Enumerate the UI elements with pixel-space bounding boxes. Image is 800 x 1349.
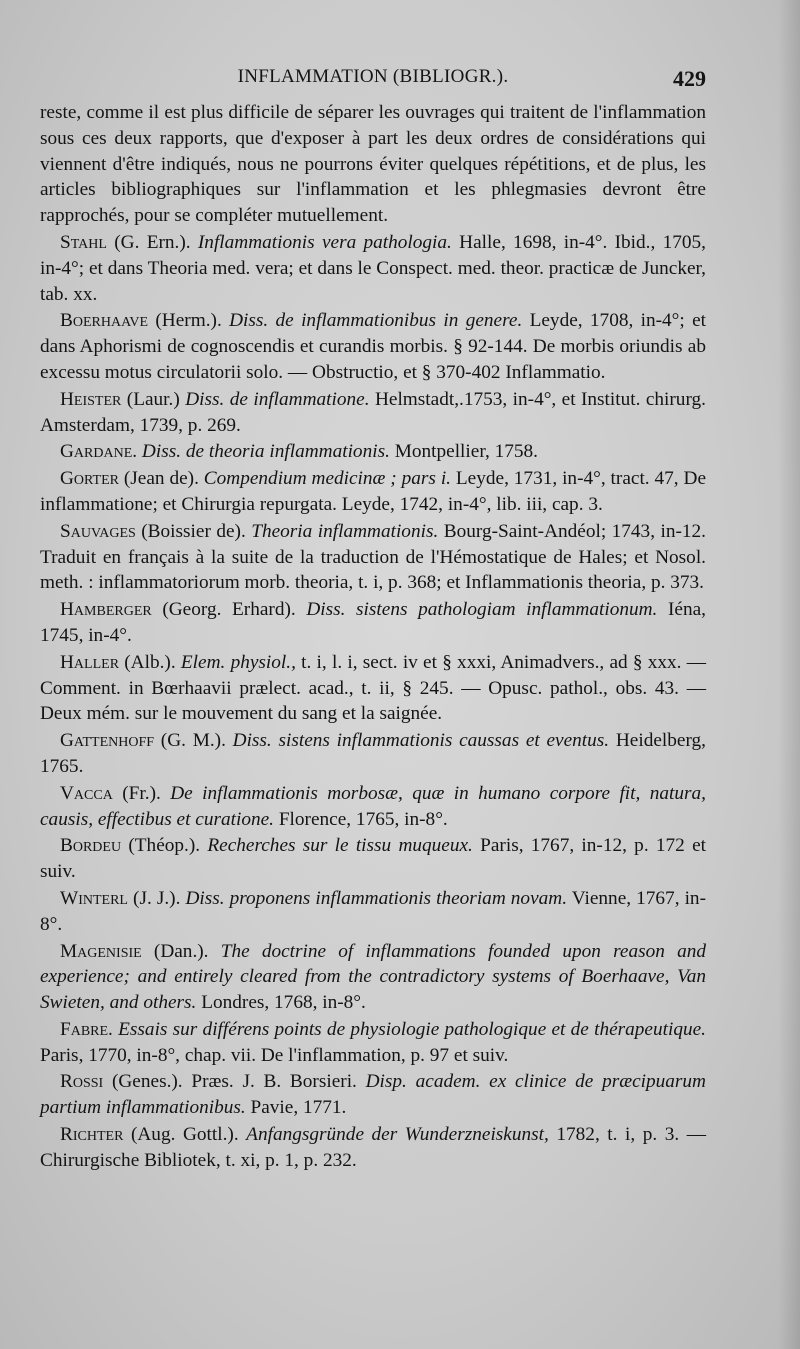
entry-details: Montpellier, 1758. xyxy=(389,441,538,463)
bibliography-entry xyxy=(40,728,706,780)
entry-author-detail: (Georg. Erhard). xyxy=(151,599,307,621)
entry-author-detail: (Alb.). xyxy=(119,651,181,673)
entry-title: Diss. de inflammatione. xyxy=(185,388,370,410)
entry-author-detail: (Théop.). xyxy=(121,835,208,857)
bibliography-entry xyxy=(40,308,706,385)
bibliography-entry xyxy=(40,1069,706,1121)
bibliography-entry xyxy=(40,1017,706,1069)
entry-details: Leyde, 1708, in-4°; et dans Aphorismi de cognoscendis et curandis morbis. § 92-144. De morbis oriundis ab excessu motus circulatorii solo. — Obstructio, et § 370-402 Inflammatio. xyxy=(40,310,706,383)
bibliography-entry xyxy=(40,439,706,465)
entry-details: Bourg-Saint-Andéol; 1743, in-12. Traduit en français à la suite de la traduction de l'Hémostatique de Hales; et Nosol. meth. : inflammatoriorum morb. theoria, t. i, p. 368; et Inflammationis theoria, p. 373. xyxy=(40,520,706,594)
bibliography-entry xyxy=(40,597,706,649)
entry-author: Vacca xyxy=(60,782,113,804)
bibliography-entry xyxy=(40,886,706,938)
entry-details: Helmstadt,.1753, in-4°, et Institut. chirurg. Amsterdam, 1739, p. 269. xyxy=(40,388,706,436)
entry-details: Halle, 1698, in-4°. Ibid., 1705, in-4°; et dans Theoria med. vera; et dans le Conspect. med. theor. practicæ de Juncker, tab. xx. xyxy=(40,231,706,305)
entry-details: t. i, l. i, sect. iv et § xxxi, Animadvers., ad § xxx. — Comment. in Bœrhaavii prælect. acad., t. ii, § 245. — Opusc. pathol., obs. 43. — Deux mém. sur le mouvement du sang et la saignée. xyxy=(40,651,706,725)
entry-author: Winterl xyxy=(60,887,128,909)
entry-title: Essais sur différens points de physiologie pathologique et de thérapeutique. xyxy=(118,1018,706,1040)
entry-title: Disp. academ. ex clinice de præcipuarum partium inflammationibus. xyxy=(40,1071,706,1119)
entry-author: Rossi xyxy=(60,1071,104,1093)
entry-author-detail: (Herm.). xyxy=(148,310,230,332)
entry-author: Richter xyxy=(60,1124,124,1146)
entry-author: Heister xyxy=(60,388,122,410)
bibliography-entry xyxy=(40,230,706,307)
running-title: INFLAMMATION (BIBLIOGR.). xyxy=(237,66,509,87)
bibliography-entry xyxy=(40,833,706,885)
entry-title: De inflammationis morbosæ, quæ in humano corpore fit, natura, causis, effectibus et curatione. xyxy=(40,782,707,830)
entry-author: Stahl xyxy=(60,231,107,253)
bibliography-entry xyxy=(40,519,706,596)
entry-author: Gorter xyxy=(60,468,119,490)
entry-details: Paris, 1767, in-12, p. 172 et suiv. xyxy=(40,835,706,883)
page-header xyxy=(40,62,706,98)
entry-details: Paris, 1770, in-8°, chap. vii. De l'inflammation, p. 97 et suiv. xyxy=(40,1044,509,1066)
book-page xyxy=(40,62,706,1174)
entry-author-detail: (Fr.). xyxy=(112,782,171,804)
entry-details: Londres, 1768, in-8°. xyxy=(196,992,366,1014)
entry-title: Diss. sistens inflammationis caussas et eventus. xyxy=(232,730,610,752)
bibliography-entry xyxy=(40,781,706,833)
entry-author-detail: (J. J.). xyxy=(127,887,186,909)
entry-author-detail: (Dan.). xyxy=(141,940,221,962)
entry-title: Elem. physiol., xyxy=(180,651,296,673)
bibliography-entry xyxy=(40,466,706,518)
bibliography-entry xyxy=(40,1122,706,1174)
entry-details: Florence, 1765, in-8°. xyxy=(274,808,448,830)
entry-title: Recherches sur le tissu muqueux. xyxy=(207,835,473,857)
entry-title: Diss. de theoria inflammationis. xyxy=(141,441,390,463)
entry-author: Gattenhoff xyxy=(60,730,155,752)
scan-shadow-edge xyxy=(778,0,800,1349)
entry-author: Sauvages xyxy=(60,520,136,542)
entry-title: The doctrine of inflammations founded upon reason and experience; and entirely cleared from the contradictory systems of Boerhaave, Van Swieten, and others. xyxy=(40,940,706,1014)
entry-author-detail: (Laur.) xyxy=(121,388,186,410)
entry-title: Theoria inflammationis. xyxy=(251,520,439,542)
entry-title: Inflammationis vera pathologia. xyxy=(197,231,452,253)
entry-details: Vienne, 1767, in-8°. xyxy=(40,887,706,935)
entry-title: Diss. proponens inflammationis theoriam novam. xyxy=(185,887,568,909)
entry-author: Haller xyxy=(60,651,120,673)
entry-title: Diss. sistens pathologiam inflammationum. xyxy=(306,599,658,621)
page-number: 429 xyxy=(673,66,706,91)
bibliography-entry xyxy=(40,650,706,727)
entry-author-detail: (Genes.). Præs. J. B. Borsieri. xyxy=(103,1071,366,1093)
entry-details: 1782, t. i, p. 3. — Chirurgische Bibliotek, t. xi, p. 1, p. 232. xyxy=(40,1124,706,1171)
entry-title: Diss. de inflammationibus in genere. xyxy=(229,310,523,332)
entry-author-detail: (Jean de). xyxy=(118,468,204,490)
entry-details: Heidelberg, 1765. xyxy=(40,730,706,777)
entry-author: Boerhaave xyxy=(60,310,149,332)
entry-title: Anfangsgründe der Wunderzneiskunst, xyxy=(246,1124,549,1146)
entry-author: Magenisie xyxy=(60,940,142,962)
entry-author: Bordeu xyxy=(60,835,122,857)
page-body xyxy=(40,100,706,1174)
entry-author: Fabre. xyxy=(60,1018,113,1040)
bibliography-entry xyxy=(40,387,706,439)
entry-details: Leyde, 1731, in-4°, tract. 47, De inflammatione; et Chirurgia repurgata. Leyde, 1742, in-4°, lib. iii, cap. 3. xyxy=(40,468,706,515)
intro-paragraph: reste, comme il est plus difficile de séparer les ouvrages qui traitent de l'inflammation sous ces deux rapports, que d'exposer à part les deux ordres de considérations qui viennent d'être indiqués, nous ne pourrons éviter quelques répétitions, et de plus, les articles bibliographiques sur l'inflammation et les phlegmasies devront être rapprochés, pour se compléter mutuellement. xyxy=(40,102,706,227)
entry-title: Compendium medicinæ ; pars i. xyxy=(203,468,451,490)
entry-author: Hamberger xyxy=(60,599,152,621)
entry-details: Pavie, 1771. xyxy=(245,1097,347,1119)
entry-author-detail: (Boissier de). xyxy=(135,520,252,542)
bibliography-entry xyxy=(40,939,706,1016)
entry-author-detail: (Aug. Gottl.). xyxy=(123,1124,247,1146)
entry-author-detail: (G. M.). xyxy=(154,730,233,752)
entry-author-detail: (G. Ern.). xyxy=(106,231,198,253)
entry-details: Iéna, 1745, in-4°. xyxy=(40,599,706,646)
entry-author: Gardane. xyxy=(60,441,138,463)
